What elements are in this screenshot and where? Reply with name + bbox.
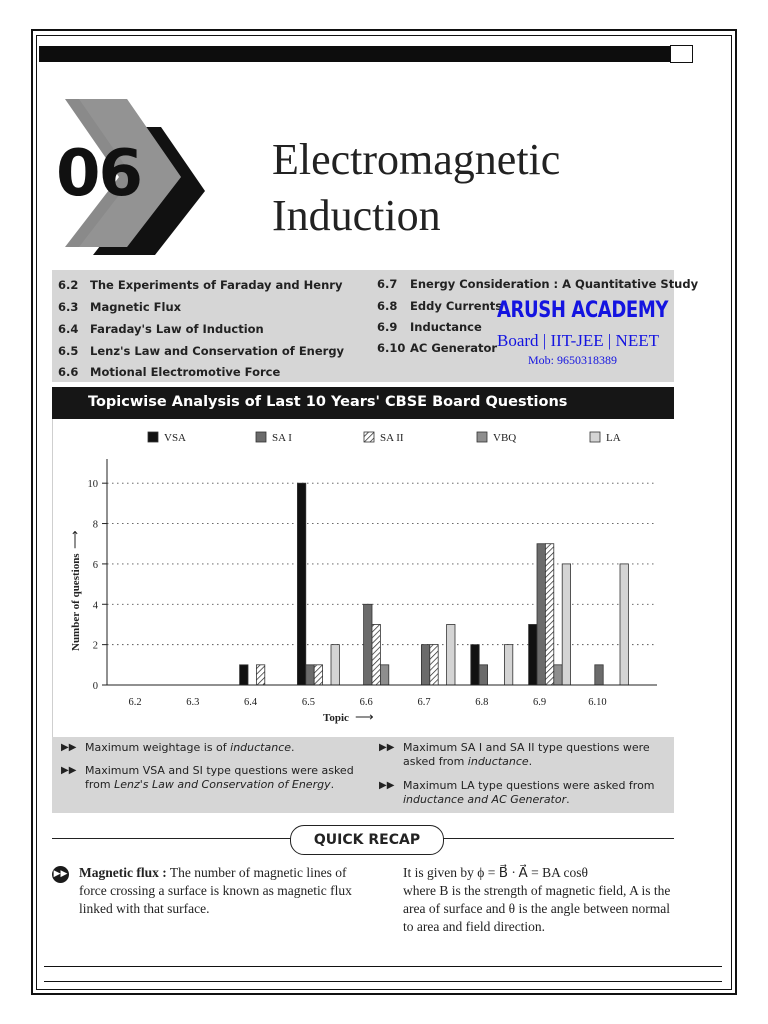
y-axis-arrow-icon: ⟶ xyxy=(67,530,82,549)
x-tick-label: 6.4 xyxy=(244,697,258,708)
x-axis-arrow-icon: ⟶ xyxy=(355,709,374,724)
double-arrow-icon: ▶▶ xyxy=(61,742,77,753)
y-tick-label: 2 xyxy=(92,640,98,652)
note-right-1: ▶▶ Maximum SA I and SA II type questions were asked from inductance. xyxy=(379,741,650,768)
legend-label: LA xyxy=(606,432,621,444)
recap-definition xyxy=(79,864,359,918)
analysis-title: Topicwise Analysis of Last 10 Years' CBSE Board Questions xyxy=(88,394,568,410)
bar-sa-ii xyxy=(430,645,438,685)
note-left-1: ▶▶ Maximum weightage is of inductance. xyxy=(61,741,295,754)
x-tick-label: 6.10 xyxy=(588,697,607,708)
x-tick-label: 6.3 xyxy=(186,697,200,708)
academy-subtitle: Board | IIT-JEE | NEET xyxy=(497,331,659,350)
topic-item: 6.5 Lenz's Law and Conservation of Energy xyxy=(58,344,345,358)
x-axis-label: Topic xyxy=(323,712,349,724)
topic-item: 6.2 The Experiments of Faraday and Henry xyxy=(58,278,343,292)
y-tick-label: 4 xyxy=(92,600,98,612)
bar-vsa xyxy=(240,665,248,685)
formula: ϕ = B⃗ · A⃗ = BA cosθ xyxy=(477,865,588,880)
recap-term: Magnetic flux : xyxy=(79,865,167,880)
y-tick-label: 8 xyxy=(92,519,98,531)
x-tick-label: 6.7 xyxy=(417,697,431,708)
y-tick-label: 10 xyxy=(87,479,98,491)
bar-sa-i xyxy=(306,665,314,685)
x-tick-label: 6.2 xyxy=(128,697,142,708)
bar-vsa xyxy=(297,483,305,685)
double-arrow-bullet-icon: ▶▶ xyxy=(52,866,69,883)
bar-la xyxy=(562,564,570,685)
bar-sa-i xyxy=(421,645,429,685)
topic-item: 6.9 Inductance xyxy=(377,320,482,334)
y-tick-label: 6 xyxy=(92,559,98,571)
double-arrow-icon: ▶▶ xyxy=(61,765,77,776)
note-left-2: ▶▶ Maximum VSA and SI type questions were asked from Lenz's Law and Conservation of Energy. xyxy=(61,764,354,791)
chapter-title-line2: Induction xyxy=(272,191,441,240)
header-box xyxy=(670,45,693,63)
bar-chart xyxy=(53,419,675,737)
topic-item: 6.7 Energy Consideration : A Quantitative Study xyxy=(377,277,699,291)
bar-sa-ii xyxy=(545,544,553,685)
bar-la xyxy=(447,624,455,685)
x-tick-label: 6.9 xyxy=(533,697,547,708)
footer-line xyxy=(44,966,722,967)
bar-sa-i xyxy=(595,665,603,685)
bar-sa-ii xyxy=(372,624,380,685)
legend-swatch xyxy=(148,432,158,442)
chapter-title-line1: Electromagnetic xyxy=(272,135,561,184)
topic-item: 6.4 Faraday's Law of Induction xyxy=(58,322,264,336)
footer-line xyxy=(44,981,722,982)
bar-vbq xyxy=(554,665,562,685)
legend-label: SA I xyxy=(272,432,292,444)
bar-la xyxy=(331,645,339,685)
note-right-2: ▶▶ Maximum LA type questions were asked from inductance and AC Generator. xyxy=(379,779,655,806)
topic-item: 6.3 Magnetic Flux xyxy=(58,300,182,314)
topic-item: 6.6 Motional Electromotive Force xyxy=(58,365,281,379)
double-arrow-icon: ▶▶ xyxy=(379,742,395,753)
recap-definition-text: The number of magnetic lines of force crossing a surface is known as magnetic flux linked with that surface. xyxy=(79,865,352,916)
recap-formula-block xyxy=(403,864,681,936)
legend-swatch xyxy=(477,432,487,442)
legend-label: VBQ xyxy=(493,432,517,444)
legend-swatch xyxy=(590,432,600,442)
chapter-number: 06 xyxy=(56,137,142,211)
academy-name: ARUSH ACADEMY xyxy=(497,298,669,323)
x-tick-label: 6.5 xyxy=(301,697,315,708)
bar-sa-ii xyxy=(256,665,264,685)
bar-vsa xyxy=(529,624,537,685)
bar-sa-i xyxy=(537,544,545,685)
legend-swatch xyxy=(256,432,266,442)
bar-vbq xyxy=(380,665,388,685)
bar-sa-ii xyxy=(314,665,322,685)
topic-item: 6.10 AC Generator xyxy=(377,341,498,355)
legend-label: VSA xyxy=(164,432,187,444)
y-tick-label: 0 xyxy=(92,681,98,692)
chart-container xyxy=(52,419,675,737)
bar-sa-i xyxy=(479,665,487,685)
formula-explanation: where B is the strength of magnetic field, A is the area of surface and θ is the angle between normal to area and field direction. xyxy=(403,883,671,934)
y-axis-label: Number of questions xyxy=(70,553,82,651)
academy-mobile: Mob: 9650318389 xyxy=(528,353,618,367)
chapter-title xyxy=(272,132,672,244)
x-tick-label: 6.6 xyxy=(359,697,373,708)
formula-intro: It is given by xyxy=(403,865,474,880)
bar-la xyxy=(504,645,512,685)
header-bar xyxy=(39,46,671,62)
bar-sa-i xyxy=(364,604,372,685)
x-tick-label: 6.8 xyxy=(475,697,489,708)
bar-vsa xyxy=(471,645,479,685)
analysis-header xyxy=(52,387,674,419)
topic-item: 6.8 Eddy Currents xyxy=(377,299,503,313)
legend-swatch xyxy=(364,432,374,442)
recap-heading: QUICK RECAP xyxy=(290,825,444,855)
analysis-notes xyxy=(52,737,674,813)
legend-label: SA II xyxy=(380,432,404,444)
bar-la xyxy=(620,564,628,685)
double-arrow-icon: ▶▶ xyxy=(379,780,395,791)
